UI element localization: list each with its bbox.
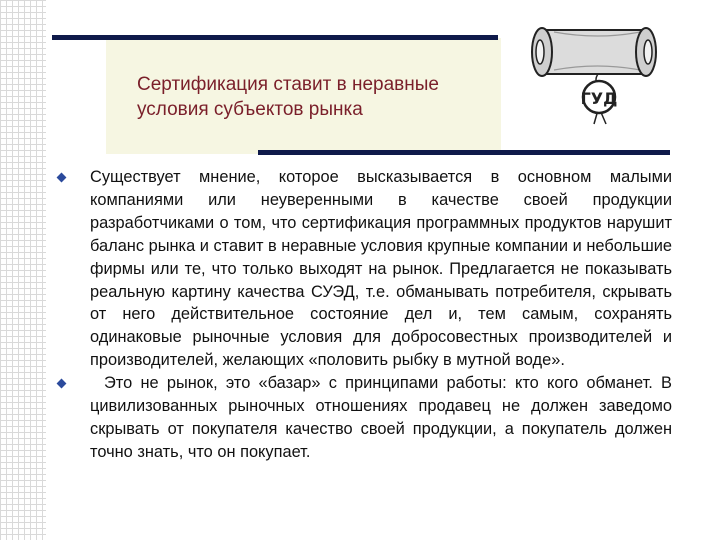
bullet-text: Это не рынок, это «базар» с принципами работы: кто кого обманет. В цивилизованных рыночных отношениях продавец не должен заведомо скрывать от покупателя качество своей продукции, а покупатель должен точно знать, что он покупает.	[90, 374, 672, 461]
bottom-divider	[258, 150, 670, 155]
bullet-text: Существует мнение, которое высказывается в основном малыми компаниями или неуверенными в качестве своей продукции разработчиками о том, что сертификация программных продуктов нарушит баланс рынка и ставит в неравные условия крупные компании и небольшие фирмы или те, что только выходят на рынок. Предлагается не показывать реальную картину качества СУЭД, т.е. обманывать потребителя, скрывать от него действительное состояние дел и, тем самым, сохранять одинаковые рыночные условия для добросовестных производителей и производителей, желающих «половить рыбку в мутной воде».	[90, 168, 672, 370]
slide-body	[58, 166, 672, 464]
bullet-diamond-icon	[57, 379, 67, 389]
title-line-1: Сертификация ставит в неравные	[137, 74, 439, 95]
seal-text: ГУД	[580, 89, 618, 108]
list-item	[58, 372, 672, 464]
scroll-seal-logo-icon	[518, 16, 668, 136]
list-item	[58, 166, 672, 372]
bullet-diamond-icon	[57, 173, 67, 183]
slide-title	[137, 72, 507, 122]
title-line-2: условия субъектов рынка	[137, 99, 363, 120]
decorative-grid-strip	[0, 0, 46, 540]
top-divider	[52, 35, 498, 40]
